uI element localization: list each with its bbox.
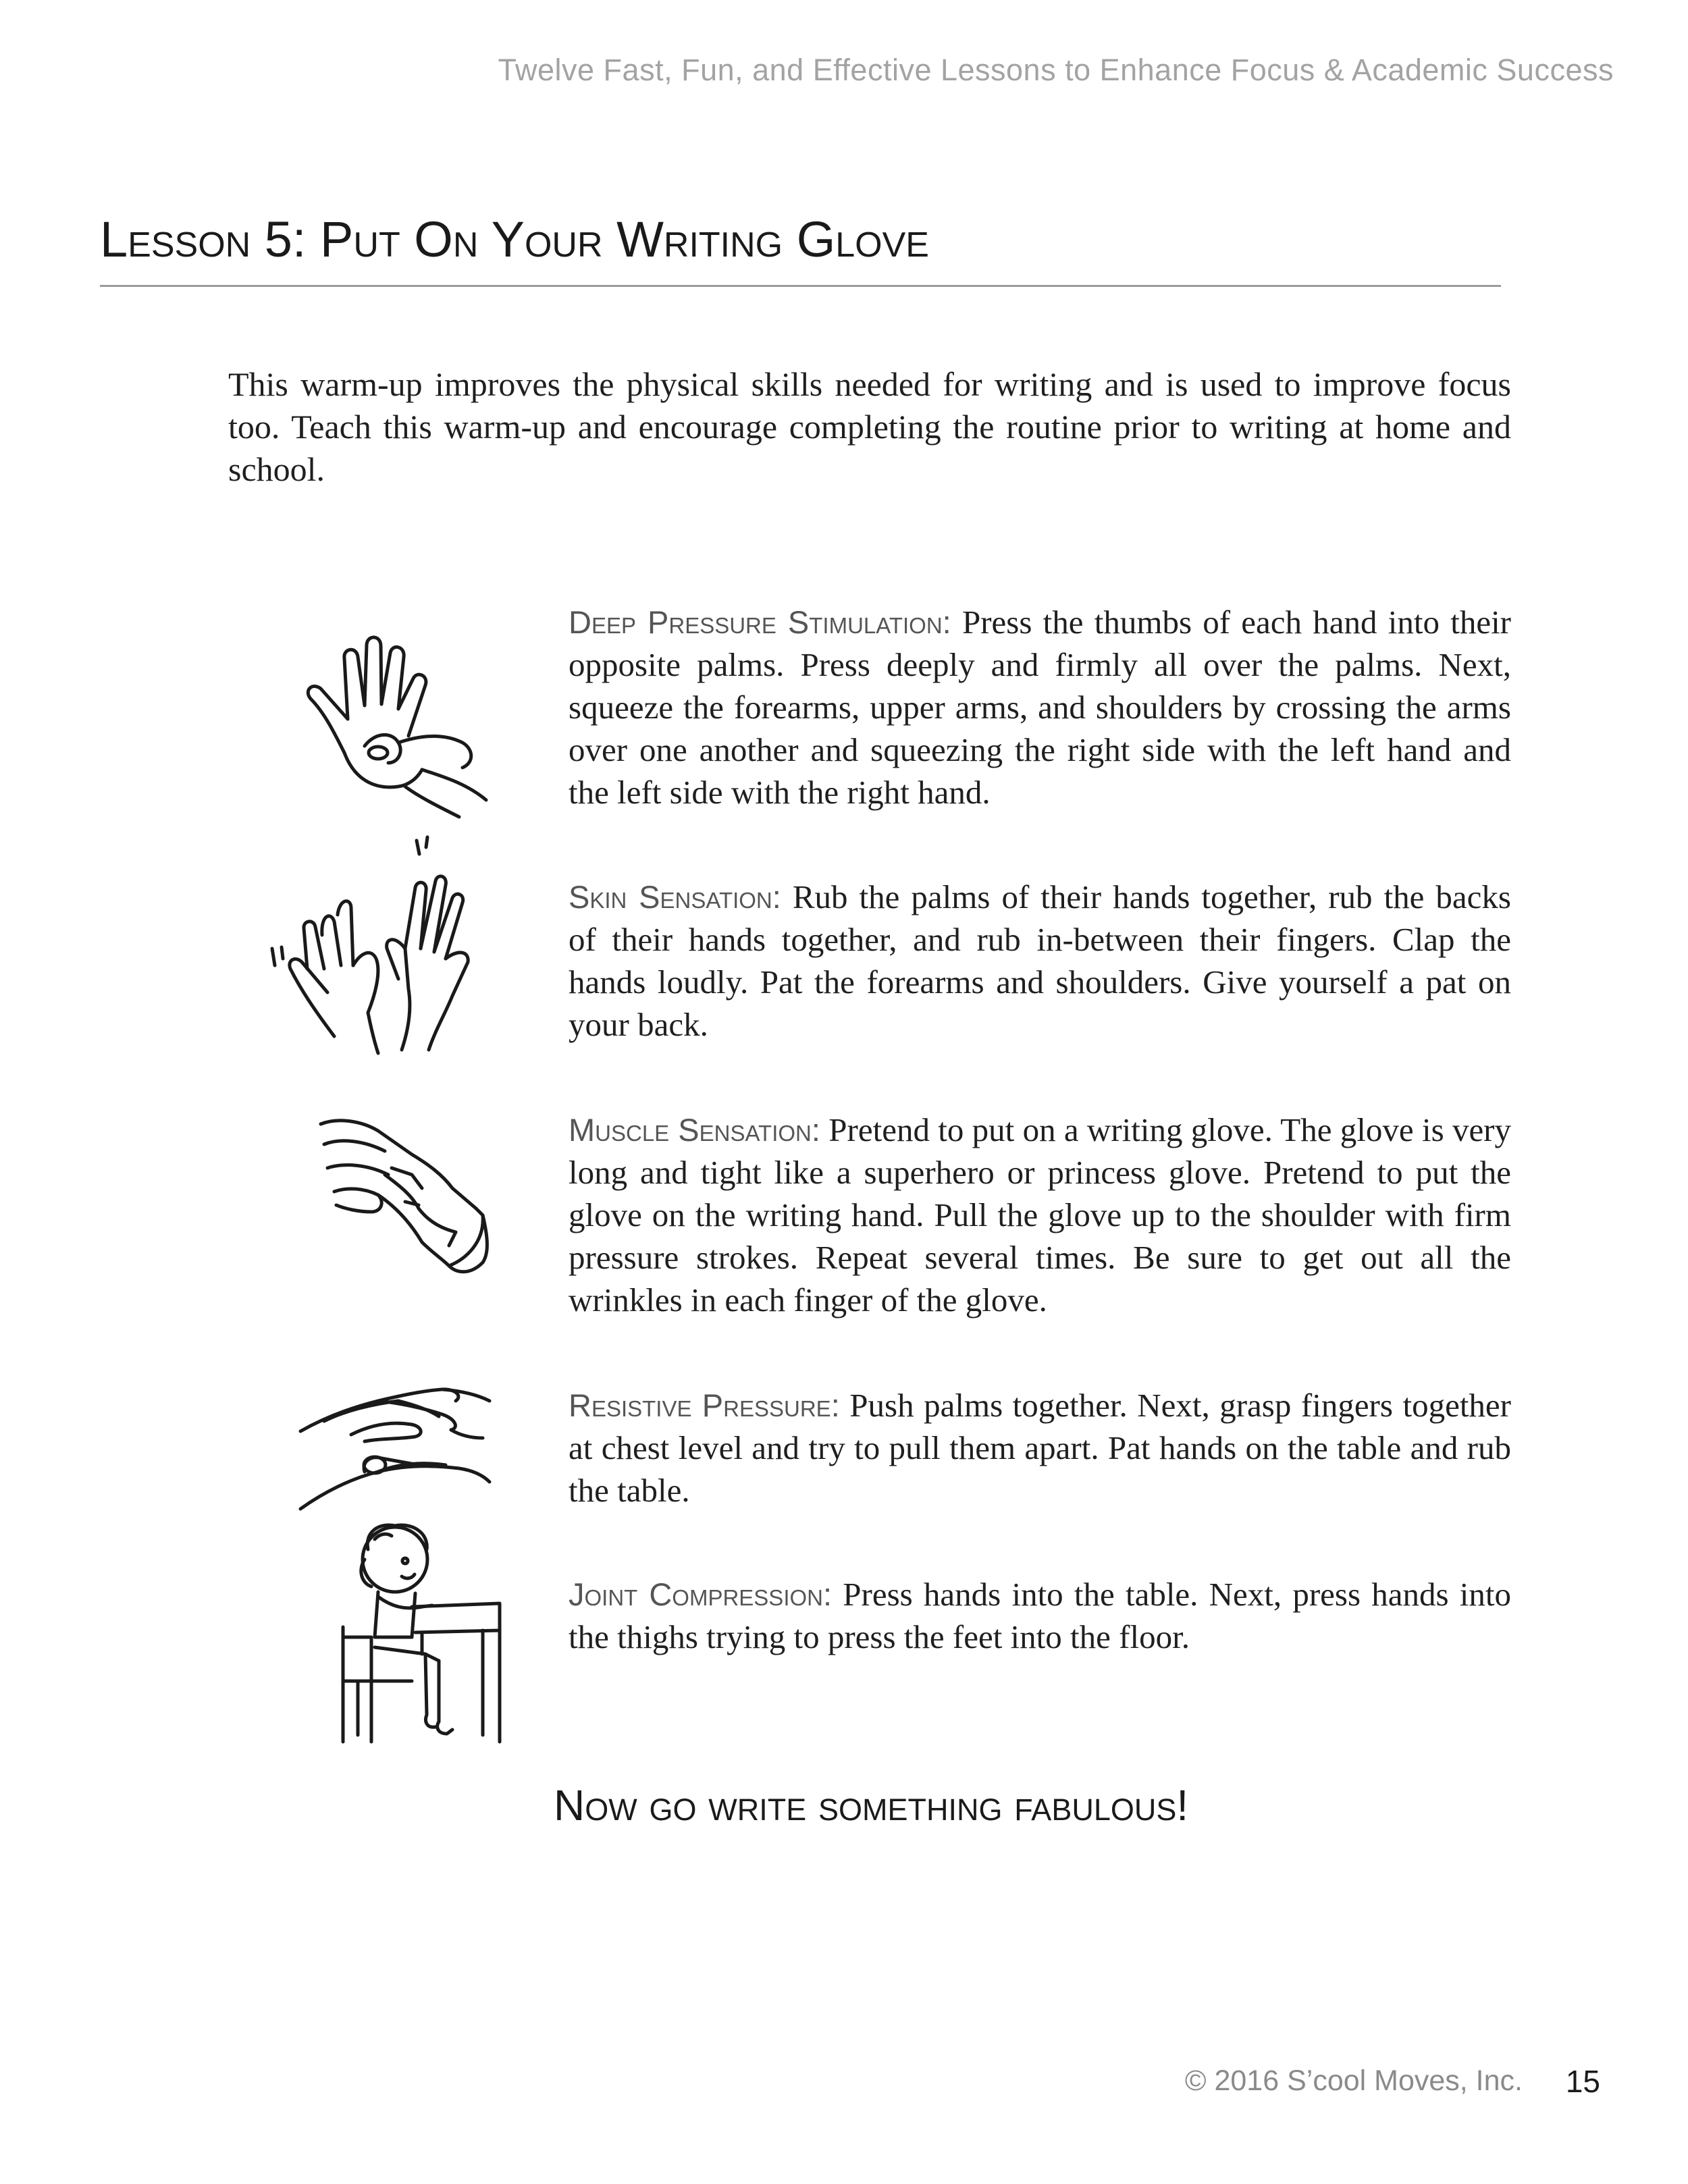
page-number: 15 — [1565, 2064, 1600, 2099]
activity-label: Muscle Sensation: — [569, 1112, 820, 1148]
activity-text: Push palms together. Next, grasp fingers together at chest level and try to pull them apart. Pat hands on the table and rub the table. — [569, 1387, 1511, 1509]
activity-text: Press the thumbs of each hand into their opposite palms. Press deeply and firmly all over the palms. Next, squeeze the forearms, upper arms, and shoulders by crossing the arms over one another and squeezing the right side with the left hand and the left side with the right hand. — [569, 604, 1512, 811]
hands-pressing-icon — [297, 1370, 493, 1512]
activity-label: Joint Compression: — [569, 1576, 833, 1612]
intro-paragraph: This warm-up improves the physical skills needed for writing and is used to improve focus too. Teach this warm-up and encourage completing the routine prior to writing at home and school. — [228, 365, 1511, 488]
activity-label: Skin Sensation: — [569, 879, 781, 915]
copyright: © 2016 S’cool Moves, Inc. — [1184, 2065, 1523, 2097]
lesson-title: Lesson 5: Put On Your Writing Glove — [100, 211, 929, 267]
activity-skin-sensation — [569, 876, 1511, 1046]
title-divider — [100, 285, 1501, 287]
activity-text: Pretend to put on a writing glove. The glove is very long and tight like a superhero or princess glove. Pretend to put the glove on the writing hand. Pull the glove up to the shoulder with firm pressure strokes. Repeat several times. Be sure to get out all the wrinkles in each finger of the glove. — [569, 1111, 1512, 1319]
activity-muscle-sensation — [569, 1109, 1511, 1321]
glove-icon — [311, 1107, 493, 1276]
activity-label: Resistive Pressure: — [569, 1387, 840, 1423]
activity-text: Rub the palms of their hands together, rub the backs of their hands together, and rub in-between their fingers. Clap the hands loudly. Pat the forearms and shoulders. Give yourself a pat on your back. — [569, 878, 1512, 1043]
activity-joint-compression — [569, 1573, 1511, 1658]
activity-resistive-pressure — [569, 1384, 1511, 1512]
hands-clapping-icon — [267, 834, 496, 1057]
hand-thumb-press-icon — [297, 618, 500, 820]
activity-deep-pressure — [569, 601, 1511, 814]
closing-line: Now go write something fabulous! — [554, 1781, 1189, 1830]
activity-text: Press hands into the table. Next, press hands into the thighs trying to press the feet into the floor. — [569, 1576, 1511, 1655]
activity-label: Deep Pressure Stimulation: — [569, 604, 951, 640]
child-at-desk-icon — [338, 1519, 506, 1742]
running-header: Twelve Fast, Fun, and Effective Lessons to Enhance Focus & Academic Success — [498, 53, 1614, 87]
